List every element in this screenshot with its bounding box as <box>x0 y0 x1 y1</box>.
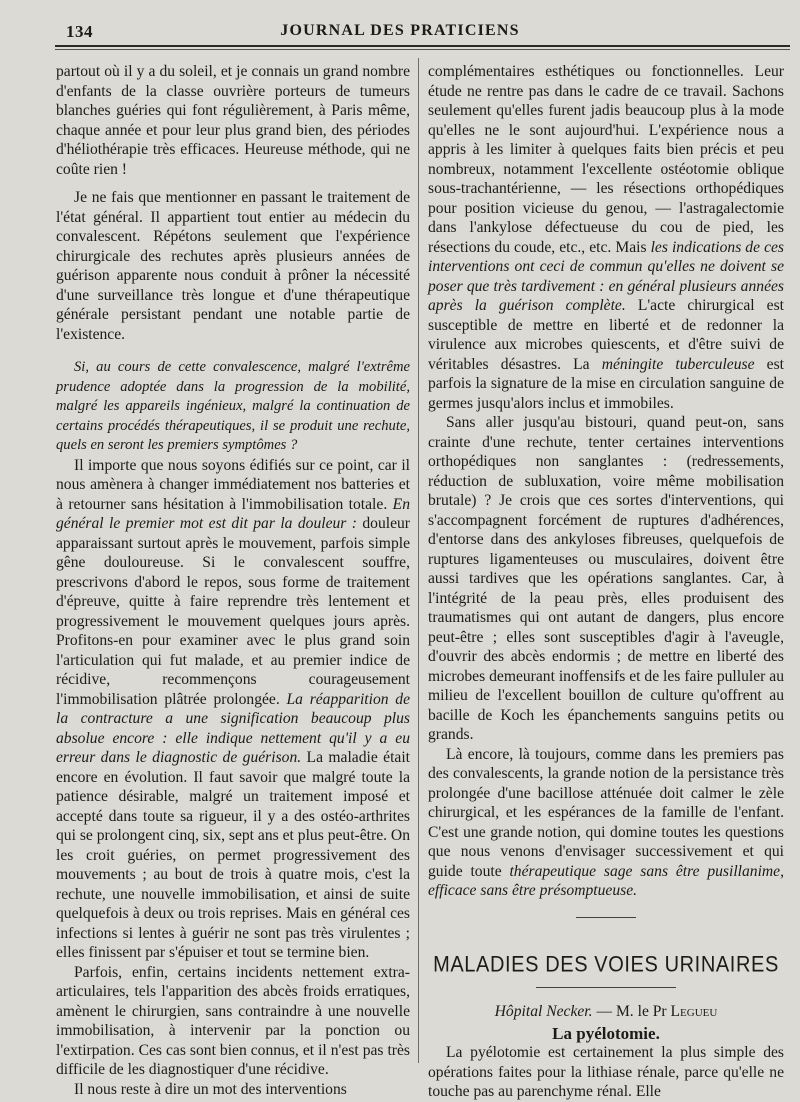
text-run: L'acte chirurgical est susceptible de mettre en liberté et de redonner la virulence aux microbes quiescents, et d'être suivi de véritables désastres. La <box>428 297 784 373</box>
hospital-line <box>428 1002 784 1022</box>
italic-text-run: méningite tuberculeuse <box>601 355 755 373</box>
paragraph: Sans aller jusqu'au bistouri, quand peut-on, sans crainte d'une rechute, tenter certaines interventions orthopédiques non sanglantes : (redressements, réduction de subluxation, voire même mobilisation brutale) ? Je crois que ces sortes d'interventions, qui s'accompagnent forcément de ruptures d'adhérences, d'entorse dans des ankyloses fibreuses, quelquefois de ruptures ligamenteuses ou musculaires, doivent être aussi tardives que les opérations sanglantes. Car, à l'intégrité de la peau près, elles produisent des traumatismes qui ont autant de dangers, plus encore peut-être ; elles sont susceptibles d'agir à l'aveugle, d'ouvrir des abcès endormis ; de mettre en liberté des microbes demeurant inoffensifs et de les faire pulluler au milieu de l'excellent bouillon de culture qu'offrent au bacille de Koch les épanchements sanguins petits ou grands. <box>428 414 784 743</box>
column-divider <box>418 58 419 1063</box>
page-header <box>0 18 800 48</box>
text-run: est parfois la signature de la mise en circulation sanguine de germes jusqu'alors inclus et immobiles. <box>428 355 784 412</box>
left-column <box>56 62 410 1099</box>
paragraph <box>428 745 784 901</box>
page-number: 134 <box>66 22 93 41</box>
paragraph: partout où il y a du soleil, et je connais un grand nombre d'enfants de la classe ouvrière porteurs de tumeurs blanches guéries qui font régulièrement, à Paris même, chaque année et pour leur plus grand bien, des périodes d'héliothérapie très efficaces. Heureuse méthode, qui ne coûte rien ! <box>56 63 410 178</box>
section-title-rule <box>536 987 676 988</box>
italic-text-run: En général le premier mot est dit par la douleur : <box>56 495 410 532</box>
paragraph: Il nous reste à dire un mot des interventions <box>74 1080 347 1098</box>
author-name: Legueu <box>670 1003 718 1020</box>
italic-text-run: les indications de ces interventions ont ceci de commun qu'elles ne doivent se poser que très tardivement : en général plusieurs années après la guérison complète. <box>428 238 784 314</box>
right-column <box>428 62 784 1102</box>
paragraph: Je ne fais que mentionner en passant le traitement de l'état général. Il appartient tout entier au médecin du convalescent. Répétons seulement que l'expérience chirurgicale des rechutes après plusieurs années de guérison apparente nous conduit à prôner la nécessité d'une surveillance très longue et d'une thérapeutique générale persistant pendant une notable partie de l'existence. <box>56 189 410 343</box>
paragraph: Parfois, enfin, certains incidents nettement extra-articulaires, tels l'apparition des abcès froids erratiques, amènent le chirurgien, sans contraindre à une nouvelle immobilisation, à intervenir par la ponction ou l'extirpation. Ces cas sont bien connus, et il n'est pas très difficile de les diagnostiquer d'une récidive. <box>56 963 410 1078</box>
paragraph <box>56 456 410 963</box>
header-rule-thin <box>55 49 790 50</box>
paragraph: La pyélotomie est certainement la plus simple des opérations faites pour la lithiase rénale, parce qu'elle ne touche pas au parenchyme rénal. Elle <box>428 1044 784 1100</box>
text-run: douleur apparaissant surtout après le mouvement, parfois simple gêne douloureuse. Si le convalescent souffre, prescrivons d'abord le repos, sous forme de traitement d'épreuve, quitte à faire reprendre très lentement et progressivement le mouvement quelques jours après. Profitons-en pour examiner avec le plus grand soin l'articulation qui fut malade, et au premier indice de récidive, recommençons courageusement l'immobilisation plâtrée prolongée. <box>56 515 410 708</box>
article-title: La pyélotomie. <box>552 1023 660 1043</box>
italic-text-run: thérapeutique sage sans être pusillanime, efficace sans être présomptueuse. <box>428 862 784 899</box>
italic-text-run: La réapparition de la contracture a une signification beaucoup plus absolue encore : elle indique nettement qu'il y a eu erreur dans le diagnostic de guérison. <box>56 690 410 766</box>
italic-paragraph: Si, au cours de cette convalescence, malgré l'extrême prudence adoptée dans la progression de la mobilité, malgré les appareils ingénieux, malgré la continuation de certains procédés thérapeutiques, il se produit une rechute, quels en seront les premiers symptômes ? <box>56 359 410 453</box>
text-run: La maladie était encore en évolution. Il faut savoir que malgré toute la patience désirable, malgré un traitement imposé et accepté dans toute sa rigueur, il y a des ostéo-arthrites qui se prolongent cinq, six, sept ans et plus peut-être. On les croit guéries, on permet progressivement des mouvements ; au bout de trois à quatre mois, c'est la rechute, une nouvelle immobilisation, et ainsi de suite quelquefois à deux ou trois reprises. Mais en général ces infections si lentes à guérir ne sont pas très virulentes ; elles finissent par s'épuiser et tout se termine bien. <box>56 749 410 961</box>
section-title: MALADIES DES VOIES URINAIRES <box>433 952 779 977</box>
text-run: Là encore, là toujours, comme dans les premiers pas des convalescents, la grande notion de la persistance très prolongée d'une bacillose atténuée doit calmer le zèle chirurgical, et les espérances de la famille de l'enfant. C'est une grande notion, qui domine toutes les questions que nous venons d'envisager successivement et qui guide toute <box>428 745 784 880</box>
hospital-name: Hôpital Necker. <box>494 1003 593 1020</box>
section-end-rule <box>576 917 636 918</box>
text-run: Il importe que nous soyons édifiés sur ce point, car il nous amènera à changer immédiatement nos batteries et à retourner sans hésitation à l'immobilisation totale. <box>56 456 410 513</box>
header-rule <box>55 45 790 47</box>
journal-title: JOURNAL DES PRATICIENS <box>280 22 520 39</box>
paragraph <box>428 62 784 413</box>
author-prefix: — M. le Pr <box>596 1003 667 1020</box>
text-run: complémentaires esthétiques ou fonctionnelles. Leur étude ne rentre pas dans le cadre de ce travail. Sachons seulement qu'elles furent jadis beaucoup plus à la mode qu'elles ne le sont aujourd'hui. L'expérience nous a appris à les limiter à quelques faits bien précis et peu nombreux, notamment l'excellente ostéotomie oblique sous-trachantérienne, — les résections orthopédiques pour position vicieuse du genou, — l'astragalectomie dans l'ankylose défectueuse du cou de pied, les résections du coude, etc., etc. Mais <box>428 63 784 256</box>
